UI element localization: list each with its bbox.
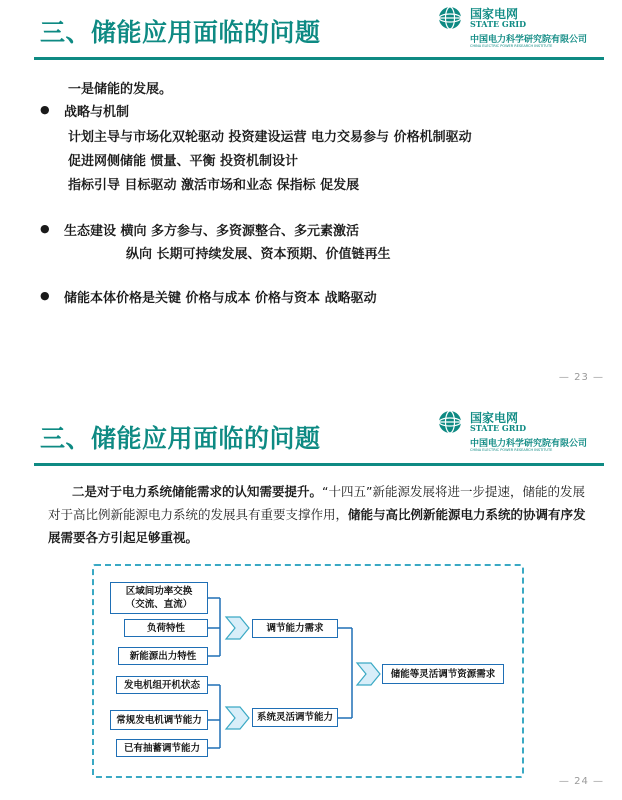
list-item: 战略与机制 xyxy=(64,105,130,120)
para-bold-lead: 二是对于电力系统储能需求的认知需要提升。 xyxy=(72,484,323,499)
logo-text-en: STATE GRID xyxy=(470,423,527,433)
page-title: 三、储能应用面临的问题 xyxy=(40,18,321,47)
state-grid-globe-icon xyxy=(438,6,462,30)
list-item: 生态建设 横向 多方参与、多资源整合、多元素激活 xyxy=(64,224,360,239)
diagram-box-unit-status: 发电机组开机状态 xyxy=(116,676,208,694)
bullet-icon: ● xyxy=(40,222,50,235)
page-number: — 23 — xyxy=(558,372,604,383)
para-normal: “十四五”新能源发展将进一步提速，储能的发展对于高比例新能源电力系统的发展具有重要支撑作用， xyxy=(48,484,585,522)
diagram-box-regulation-demand: 调节能力需求 xyxy=(252,619,338,638)
bullet-icon: ● xyxy=(40,289,50,302)
state-grid-logo xyxy=(438,4,618,48)
institute-name: 中国电力科学研究院有限公司 xyxy=(470,439,588,449)
diagram-box-conventional-regulation: 常规发电机调节能力 xyxy=(110,710,208,730)
bullet-icon: ● xyxy=(40,103,50,116)
diagram-box-load: 负荷特性 xyxy=(124,619,208,637)
institute-name-en: CHINA ELECTRIC POWER RESEARCH INSTITUTE xyxy=(470,448,553,452)
list-item: 促进网侧储能 惯量、平衡 投资机制设计 xyxy=(68,154,299,169)
page-title: 三、储能应用面临的问题 xyxy=(40,424,321,453)
box-label: 区域间功率交换 xyxy=(125,586,193,597)
diagram-box-renewable-output: 新能源出力特性 xyxy=(118,647,208,665)
list-item: 储能本体价格是关键 价格与成本 价格与资本 战略驱动 xyxy=(64,291,377,306)
institute-name-en: CHINA ELECTRIC POWER RESEARCH INSTITUTE xyxy=(470,44,553,48)
state-grid-logo xyxy=(438,408,618,452)
body-paragraph xyxy=(48,480,588,549)
diagram-box-system-flexibility: 系统灵活调节能力 xyxy=(252,708,338,727)
list-item: 计划主导与市场化双轮驱动 投资建设运营 电力交易参与 价格机制驱动 xyxy=(68,130,472,145)
title-underline xyxy=(34,463,604,466)
title-underline xyxy=(34,57,604,60)
logo-text-cn: 国家电网 xyxy=(470,7,519,21)
diagram-box-regional-power xyxy=(110,582,208,614)
para-bold-tail: 储能与高比例新能源电力系统的协调有序发展需要各方引起足够重视。 xyxy=(48,507,586,545)
state-grid-globe-icon xyxy=(438,410,462,434)
box-sublabel: （交流、直流） xyxy=(125,599,193,610)
institute-name: 中国电力科学研究院有限公司 xyxy=(470,35,588,45)
diagram-box-storage-demand: 储能等灵活调节资源需求 xyxy=(382,664,504,684)
diagram-box-pumped-storage: 已有抽蓄调节能力 xyxy=(116,739,208,757)
list-item: 指标引导 目标驱动 激活市场和业态 保指标 促发展 xyxy=(68,178,360,193)
logo-text-en: STATE GRID xyxy=(470,19,527,29)
page-number: — 24 — xyxy=(558,776,604,787)
section-heading: 一是储能的发展。 xyxy=(68,82,173,97)
slide-24 xyxy=(0,400,622,800)
list-item: 纵向 长期可持续发展、资本预期、价值链再生 xyxy=(126,247,391,262)
logo-text-cn: 国家电网 xyxy=(470,411,519,425)
